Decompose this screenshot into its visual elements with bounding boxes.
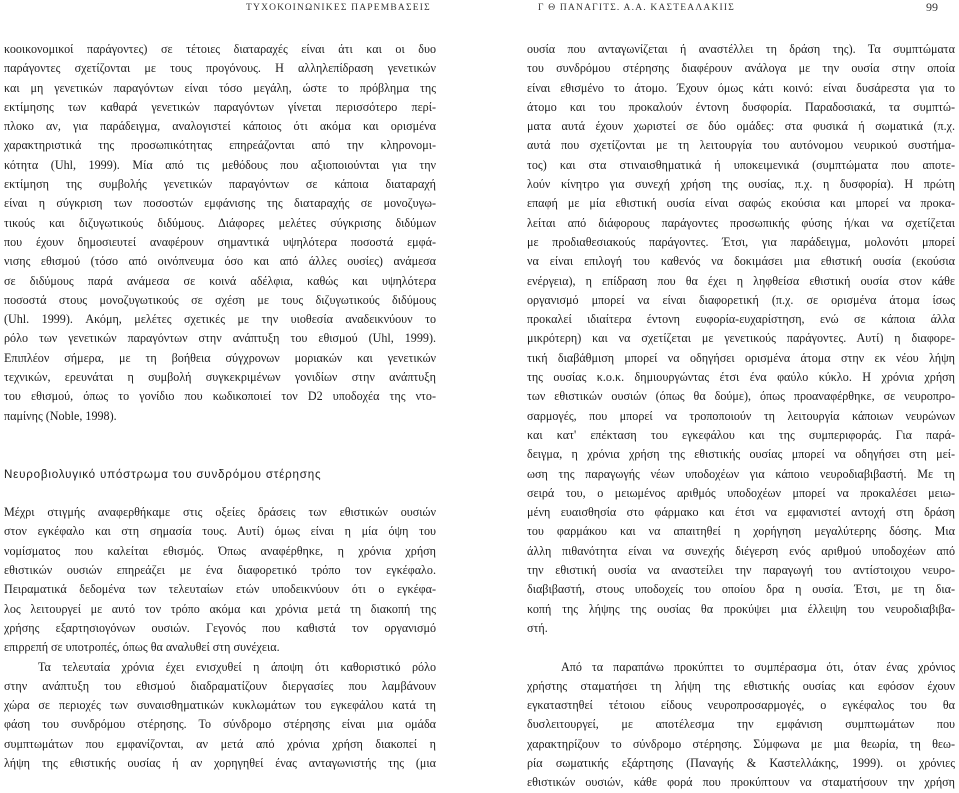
text-line: Πειραματικά δεδομένα των τελευταίων ετών υποδεικνύουν ότι ο εγκέφα- [4, 582, 436, 597]
running-header [0, 0, 959, 18]
text-line: του εθισμού, όπως το γονίδιο που κωδικοποιεί τον D2 υποδοχέα της ντο- [4, 389, 436, 404]
text-line: εκτίμηση της συμβολής γενετικών παραγόντων σε κάποια διαταραχή [4, 177, 436, 192]
text-line: δειγμα, η χρόνια χρήση της εθιστικής ουσίας μπορεί να οδηγήσει στη μεί- [527, 447, 955, 462]
text-line: πλοκο αν, για παράδειγμα, αναλογιστεί κάποιος ότι ακόμα και ορισμένα [4, 119, 436, 134]
text-line: τος) και στα στιναισθηματικά ή υποκειμενικά (συμπτώματα που αποτε- [527, 157, 955, 172]
text-line: χαρακτηριστικά της προσωπικότητας επηρεάζονται από την κληρονομι- [4, 138, 436, 153]
header-authors: Γ Θ ΠΑΝΑΓΙΤΣ. Α.Α. ΚΑΣΤΕΑΛΑΚΙΙΣ [538, 3, 735, 13]
text-line: του συνδρόμου στέρησης διαφέρουν ανάλογα με την ουσία στην οποία [527, 61, 955, 76]
text-line: φάση του συνδρόμου στέρησης. Το σύνδρομο στέρησης είναι μια ομάδα [4, 717, 436, 732]
text-line: μικρότερη) και να σχετίζεται με γενετικούς παράγοντες. Αυτί) η διαφορε- [527, 331, 955, 346]
text-line: στή. [527, 620, 548, 635]
text-line: σε διδύμους παρά ανάμεσα σε κοινά αδέλφια, καθώς και υψηλότερα [4, 273, 436, 288]
text-line: που έχουν δημοσιευτεί αναφέρουν σημαντικά υψηλότερα ποσοστά εμφά- [4, 234, 436, 249]
text-line: τεχνικών, ερευνάται η συμβολή συγκεκριμένων γονιδίων στην ανάπτυξη [4, 370, 436, 385]
text-line: είναι η σύγκριση των ποσοστών εμφάνισης της διαταραχής σε μονοζυγω- [4, 196, 436, 211]
text-line: συμπτωμάτων που εμφανίζονται, αν μετά από χρόνια χρήση διακοπεί η [4, 736, 436, 751]
text-line: νισης εθισμού (τόσο από οινόπνευμα όσο και από άλλες ουσίες) ανάμεσα [4, 254, 436, 269]
text-line: δυσλειτουργεί, με αποτέλεσμα την εμφάνιση συμπτωμάτων που [527, 717, 955, 732]
text-line: Μέχρι στιγμής αναφερθήκαμε στις οξείες δράσεις των εθιστικών ουσιών [4, 505, 436, 520]
text-line: επιρρεπή σε υποτροπές, όπως θα αναλυθεί στη συνέχεια. [4, 640, 280, 655]
text-line: εκτίμησης των καθαρά γενετικών παραγόντων γίνεται περισσότερο περί- [4, 99, 436, 114]
text-line: ουσία που ανταγωνίζεται ή αναστέλλει τη δράση της). Τα συμπτώματα [527, 42, 955, 56]
text-line: τικούς και διζυγωτικούς διδύμους. Διάφορες μελέτες σύγκρισης διδύμων [4, 215, 436, 230]
text-line: κότητα (Uhl, 1999). Μία από τις μεθόδους που αξιοποιούνται για την [4, 157, 436, 172]
text-line: την εθιστική ουσία να αναστείλει την παραγωγή του αντίστοιχου νευρο- [527, 563, 955, 578]
text-line: παμίνης (Noble, 1998). [4, 408, 117, 423]
text-line: λος λειτουργεί με αυτό τον τρόπο ακόμα και χρόνια μετά τη διακοπή της [4, 601, 436, 616]
page-number: 99 [926, 0, 938, 14]
paragraph-spacer [4, 445, 436, 464]
text-line: να είναι επιλογή του καθενός να δοκιμάσει μια εθιστική ουσία (εκούσια [527, 254, 955, 269]
text-line: σαρμογές, που μπορεί να τροποποιούν τη λειτουργία κάποιων νευρώνων [527, 408, 955, 423]
text-line: κοπή της λήψης της ουσίας θα προκύψει μια έλλειψη του νευροδιαβιβα- [527, 601, 955, 616]
text-line: οργανισμό μπορεί να είναι διαφορετική (π.χ. σε ορισμένα άτομα ίσως [527, 292, 955, 307]
text-line: αυτά που σχετίζονται με τη λειτουργία του αυτόνομου νευρικού συστήμα- [527, 138, 955, 153]
text-line: είναι εθισμένο το άτομο. Έχουν όμως κάτι κοινό: είναι δυσάρεστα για το [527, 80, 955, 95]
text-line: ωση της παραγωγής νέων υποδοχέων για κάποιο νευροδιαβιβαστή. Με τη [527, 466, 955, 481]
text-line: εθιστικών ουσιών, κάθε φορά που προκύπτουν να σταματήσουν την χρήση [527, 775, 955, 790]
paragraph-spacer [4, 426, 436, 445]
paragraph-spacer [527, 638, 955, 657]
text-line: χρήσης εξαρτησιογόνων ουσιών. Γεγονός που καθιστά τον οργανισμό [4, 620, 436, 635]
header-journal-title: ΤΥΧΟΚΟΙΝΩΝΙΚΕΣ ΠΑΡΕΜΒΑΣΕΙΣ [246, 3, 431, 13]
text-line: λήψη της εθιστικής ουσίας ή αν χορηγηθεί ένας ανταγωνιστής της (μια [4, 755, 436, 770]
text-line: λούν κίνητρο για συνεχή χρήση της ουσίας, π.χ. η δυσφορία). Η πρώτη [527, 177, 955, 192]
text-line: στον εγκέφαλο και στη σημασία τους. Αυτί) όμως είναι η μία όψη του [4, 524, 436, 539]
text-line: της ουσίας κ.ο.κ. δημιουργώντας έτσι ένα φαύλο κύκλο. Η χρόνια χρήση [527, 370, 955, 385]
text-line: νομίσματος που καλείται εθισμός. Όπως αναφέρθηκε, η χρόνια χρήση [4, 543, 436, 558]
text-line: εγκαταστηθεί τέτοιου είδους νευροπροσαρμογές, ο εγκέφαλος του θα [527, 698, 955, 713]
text-line: χώρα σε περιοχές των συναισθηματικών κυκλωμάτων του εγκεφάλου κατά τη [4, 698, 436, 713]
text-line: εθιστικών ουσιών επηρεάζει με ένα διαφορετικό τρόπο τον εγκέφαλο. [4, 563, 436, 578]
text-line: χρήστης σταματήσει τη λήψη της εθιστικής ουσίας και εφόσον έχουν [527, 678, 955, 693]
text-line: σειρά του, ο μειωμένος αριθμός υποδοχέων μπορεί να προκαλέσει μειω- [527, 485, 955, 500]
text-line: Επιπλέον σήμερα, με τη βοήθεια σύγχρονων μοριακών και γενετικών [4, 350, 436, 365]
text-line: του φαρμάκου και να απαιτηθεί η χορήγηση μεγαλύτερης δόσης. Μια [527, 524, 955, 539]
text-line: άτομο και του προκαλούν έντονη δυσφορία. Παραδοσιακά, τα συμπτώ- [527, 99, 955, 114]
text-line: χαρακτηρίζουν το σύνδρομο στέρησης. Σύμφωνα με μια θεωρία, τη θεω- [527, 736, 955, 751]
text-line: κοοικονομικοί παράγοντες) σε τέτοιες διαταραχές είναι άτι και οι δυο [4, 42, 436, 56]
text-line: διαβιβαστή, στους υποδοχείς του οποίου δρα η ουσία. Έτσι, με τη δια- [527, 582, 955, 597]
right-text-column [527, 40, 955, 793]
text-line: ρία σωματικής εξάρτησης (Παναγής & Καστελλάκης, 1999). οι χρόνιες [527, 755, 955, 770]
text-line: λείται από διάφορους παράγοντες προσωπικής φύσης ή/και να σχετίζεται [527, 215, 955, 230]
text-line: ρόλο των γενετικών παραγόντων στην ανάπτυξη του εθισμού (Uhl, 1999). [4, 331, 436, 346]
text-line: των εθιστικών ουσιών (όπως θα δούμε), όπως προαναφέρθηκε, σε νευροπρο- [527, 389, 955, 404]
section-heading: Νευροβιολυγικό υπόστρωμα του συνδρόμου στέρησης [4, 467, 322, 481]
text-line: επαφή με μία εθιστική ουσία είναι σαφώς εκούσια και μπορεί να προκα- [527, 196, 955, 211]
text-line: ενέργεια), η επίδραση που θα έχει η ληφθείσα εθιστική ουσία στον κάθε [527, 273, 955, 288]
text-line: ματα αυτά έχουν χωριστεί σε δύο ομάδες: στα φυσικά ή σωματικά (π.χ. [527, 119, 955, 134]
text-line: ποσοστά στους μονοζυγωτικούς σε σχέση με τους διζυγωτικούς διδύμους [4, 292, 436, 307]
text-line: και κατ' επέκταση του εγκεφάλου και της συμπεριφοράς. Για παρά- [527, 427, 955, 442]
text-line: τική διαβάθμιση μπορεί να οδηγήσει ορισμένα άτομα στην εκ νέου λήψη [527, 350, 955, 365]
text-line: μένη ευαισθησία στο φάρμακο και έτσι να εμφανιστεί αντοχή στη δράση [527, 505, 955, 520]
text-line: και μη γενετικών παραγόντων είναι τόσο μεγάλη, ώστε το πρόβλημα της [4, 80, 436, 95]
text-line: παράγοντες σχετίζονται με τους προγόνους. Η αλληλεπίδραση γενετικών [4, 61, 436, 76]
text-line: Από τα παραπάνω προκύπτει το συμπέρασμα ότι, όταν ένας χρόνιος [561, 659, 955, 674]
text-line: (Uhl. 1999). Ακόμη, μελέτες σχετικές με την υιοθεσία αναδεικνύουν το [4, 312, 436, 327]
text-line: με προδιαθεσιακούς παράγοντες. Έτσι, για παράδειγμα, μολονότι μπορεί [527, 234, 955, 249]
text-line: στην ανάπτυξη του εθισμού διαδραματίζουν διεργασίες που λαμβάνουν [4, 678, 436, 693]
paragraph-spacer [4, 484, 436, 503]
text-line: προκαλεί ιδιαίτερα έντονη ευφορία-ευχαρίστηση, ενώ σε κάποια άλλα [527, 312, 955, 327]
left-text-column [4, 40, 436, 773]
text-line: άλλη πιθανότητα είναι να συνεχής διέγερση ενός αριθμού υποδοχέων από [527, 543, 955, 558]
text-line: Τα τελευταία χρόνια έχει ενισχυθεί η άποψη ότι καθοριστικό ρόλο [38, 659, 436, 674]
